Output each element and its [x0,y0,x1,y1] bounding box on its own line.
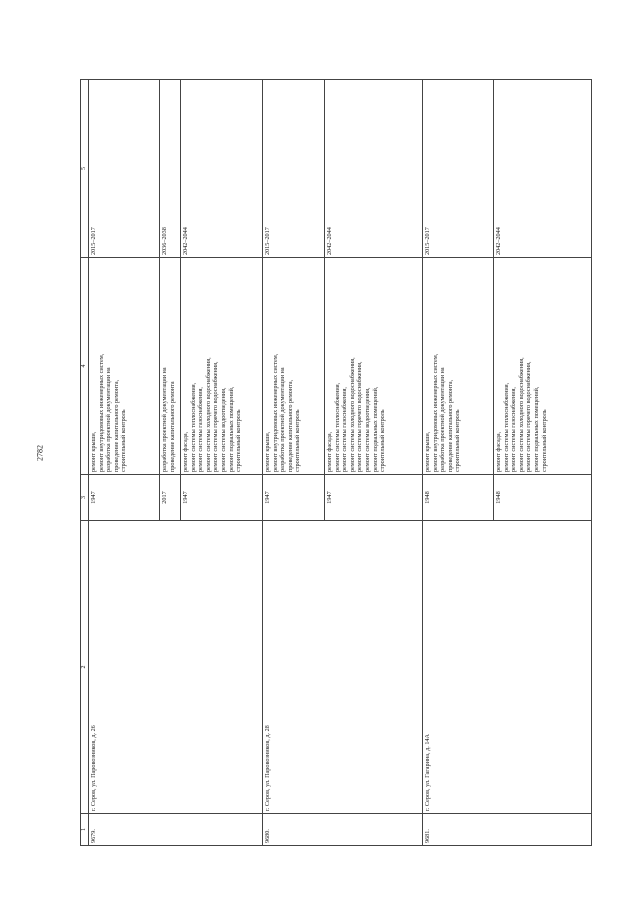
repair-period: 2042–2044 [181,80,263,258]
work-item: ремонт системы теплоснабжения, [189,382,197,472]
build-year: 1947 [181,475,263,521]
work-item: ремонт системы горячего водоснабжения, [525,361,533,472]
works-list [423,258,494,475]
header-col-4: 4 [81,258,89,475]
work-item: ремонт подвальных помещений, [371,386,379,472]
work-item: проведение капитального ремонта [168,381,176,472]
work-item: строительный контроль [540,409,548,472]
build-year: 1947 [325,475,423,521]
work-item: ремонт системы горячего водоснабжения, [356,361,364,472]
work-item: ремонт системы холодного водоснабжения, [517,357,525,472]
work-item: проведение капитального ремонта, [286,379,294,472]
work-item: разработка проектной документации на [105,367,113,472]
work-item: ремонт системы газоснабжения, [341,387,349,472]
work-item: ремонт фасада, [182,431,189,472]
work-item: строительный контроль [120,409,128,472]
header-col-2: 2 [81,521,89,814]
document-sheet [80,80,587,846]
repair-period: 2036–2038 [160,80,181,258]
work-item: разработка проектной документации на [439,367,447,472]
build-year: 1948 [423,475,494,521]
build-year: 1947 [263,475,325,521]
work-item: ремонт подвальных помещений, [532,386,540,472]
work-item: ремонт крыши, [90,431,97,472]
works-list [89,258,160,475]
works-list [181,258,263,475]
works-list [263,258,325,475]
table-row [423,80,494,846]
rotated-table-area [80,80,587,846]
page-number: 2782 [35,445,45,461]
work-item: ремонт крыши, [264,431,271,472]
column-number-header [81,80,89,846]
work-item: ремонт системы холодного водоснабжения, [204,357,212,472]
build-year: 1948 [494,475,592,521]
work-item: проведение капитального ремонта, [112,379,120,472]
building-address: г. Серов, ул. Гагарина, д. 14А [423,521,592,814]
work-item: строительный контроль [294,409,302,472]
work-item: ремонт системы газоснабжения, [197,387,205,472]
work-item: строительный контроль [454,409,462,472]
work-item: ремонт фасада, [326,431,333,472]
work-item: проведение капитального ремонта, [446,379,454,472]
work-item: строительный контроль [235,409,243,472]
work-item: ремонт системы теплоснабжения, [502,382,510,472]
repair-schedule-table [80,79,592,846]
header-col-5: 5 [81,80,89,258]
work-item: ремонт системы водоотведения, [363,387,371,472]
row-number: 9680. [263,814,423,846]
work-item: ремонт внутридомовых инженерных систем, [271,353,279,472]
work-item: строительный контроль [379,409,387,472]
work-item: ремонт крыши, [424,431,431,472]
header-col-1: 1 [81,814,89,846]
building-address: г. Серов, ул. Паровозников, д. 28 [263,521,423,814]
work-item: ремонт системы газоснабжения, [510,387,518,472]
work-item: ремонт системы водоотведения, [219,387,227,472]
build-year: 1947 [89,475,160,521]
work-item: ремонт системы горячего водоснабжения, [212,361,220,472]
works-list [494,258,592,475]
repair-period: 2015–2017 [263,80,325,258]
work-item: разработка проектной документации на [279,367,287,472]
build-year: 2017 [160,475,181,521]
table-row [263,80,325,846]
repair-period: 2042–2044 [494,80,592,258]
works-list [160,258,181,475]
work-item: ремонт системы теплоснабжения, [333,382,341,472]
building-address: г. Серов, ул. Паровозников, д. 26 [89,521,263,814]
work-item: ремонт подвальных помещений, [227,386,235,472]
row-number: 9679. [89,814,263,846]
work-item: ремонт системы холодного водоснабжения, [348,357,356,472]
repair-period: 2015–2017 [89,80,160,258]
row-number: 9681. [423,814,592,846]
work-item: ремонт фасада, [495,431,502,472]
works-list [325,258,423,475]
repair-period: 2015–2017 [423,80,494,258]
work-item: разработка проектной документации на [161,367,168,472]
table-row [89,80,160,846]
work-item: ремонт внутридомовых инженерных систем, [431,353,439,472]
header-col-3: 3 [81,475,89,521]
work-item: ремонт внутридомовых инженерных систем, [97,353,105,472]
repair-period: 2042–2044 [325,80,423,258]
